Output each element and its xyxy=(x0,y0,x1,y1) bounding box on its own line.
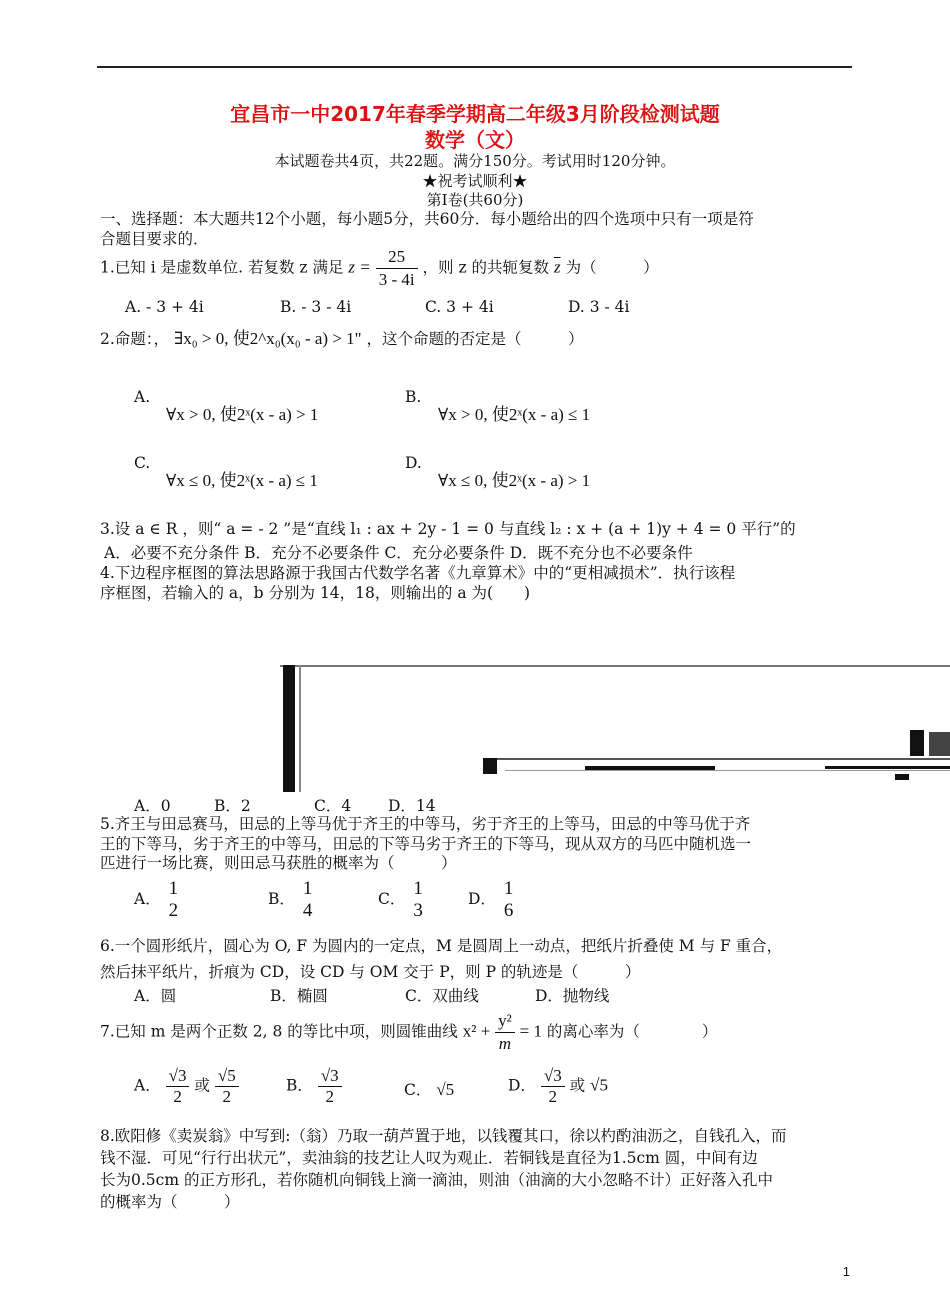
q5-option-b-fraction xyxy=(300,878,316,922)
flowchart-image xyxy=(255,660,950,800)
q7-num: y² xyxy=(495,1010,515,1033)
q5-a-num: 1 xyxy=(168,878,179,899)
question-5-line1: 5.齐王与田忌赛马，田忌的上等马优于齐王的中等马，劣于齐王的上等马，田忌的中等马优于齐 xyxy=(100,815,751,833)
q7-option-c-label: C． xyxy=(404,1081,432,1099)
q6-option-b: B．椭圆 xyxy=(270,987,328,1005)
q7-b-n: √3 xyxy=(318,1066,342,1087)
q7-option-c xyxy=(404,1078,454,1100)
q5-option-d xyxy=(468,878,516,922)
exam-title: 宜昌市一中2017年春季学期高二年级3月阶段检测试题 xyxy=(230,102,720,126)
q7-a-d2: 2 xyxy=(222,1087,232,1106)
question-8-line4: 的概率为（ ） xyxy=(100,1193,240,1211)
q7-c-value: √5 xyxy=(436,1080,455,1099)
question-5-line3: 匹进行一场比赛，则田忌马获胜的概率为（ ） xyxy=(100,854,457,872)
exam-subtitle: 数学（文） xyxy=(425,128,525,152)
q1-option-c: C. 3 + 4i xyxy=(425,298,494,316)
q4-option-a: A．0 xyxy=(134,797,171,815)
question-4-line1: 4.下边程序框图的算法思路源于我国古代数学名著《九章算术》中的“更相减损术”．执行该程 xyxy=(100,564,736,582)
q7-expr-a: x² + xyxy=(462,1021,491,1041)
q6-option-a: A．圆 xyxy=(134,987,177,1005)
section-intro-line2: 合题目要求的． xyxy=(100,230,209,248)
q7-a-d1: 2 xyxy=(173,1087,182,1106)
q5-c-den: 3 xyxy=(413,900,423,921)
q7-d-n: √3 xyxy=(541,1066,565,1087)
q5-option-a-label: A． xyxy=(134,890,161,908)
question-8-line3: 长为0.5cm 的正方形孔，若你随机向铜钱上滴一滴油，则油（油滴的大小忽略不计）正好落入孔中 xyxy=(100,1171,773,1189)
q5-option-d-label: D． xyxy=(468,890,496,908)
page-number: 1 xyxy=(842,1264,850,1279)
q5-option-c-fraction xyxy=(410,878,426,922)
q7-a-n2: √5 xyxy=(215,1066,239,1087)
q7-option-d xyxy=(508,1066,608,1107)
question-5-line2: 王的下等马，劣于齐王的中等马，田忌的下等马劣于齐王的下等马，现从双方的马匹中随机选一 xyxy=(100,835,752,853)
q1-fraction xyxy=(376,246,418,291)
q1-tail: ，则 z 的共轭复数 xyxy=(422,258,550,277)
q7-b-frac xyxy=(318,1066,342,1107)
q7-option-a xyxy=(134,1066,239,1107)
q5-option-c-label: C． xyxy=(378,890,406,908)
q2-lead: 2.命题：， xyxy=(100,330,170,348)
question-8-line1: 8.欧阳修《卖炭翁》中写到:（翁）乃取一葫芦置于地，以钱覆其口，徐以杓酌油沥之，自钱孔入，而 xyxy=(100,1127,787,1145)
q7-a-or: 或 xyxy=(194,1076,210,1095)
q6-option-d: D．抛物线 xyxy=(535,987,610,1005)
q1-z-eq: z = xyxy=(348,257,371,277)
q7-option-a-label: A． xyxy=(134,1076,161,1095)
q1-option-d: D. 3 - 4i xyxy=(568,298,630,316)
q7-option-b-label: B． xyxy=(286,1076,313,1095)
q5-option-a-fraction xyxy=(166,878,182,922)
q7-a-n1: √3 xyxy=(166,1066,190,1087)
q4-option-b: B．2 xyxy=(214,797,251,815)
q2-option-b: ∀x > 0, 使2ˣ(x - a) ≤ 1 xyxy=(438,405,591,424)
q3-options: A．必要不充分条件 B．充分不必要条件 C．充分必要条件 D．既不充分也不必要条件 xyxy=(104,544,693,562)
q2-option-a-label: A. xyxy=(134,388,151,406)
question-6-line1: 6.一个圆形纸片，圆心为 O, F 为圆内的一定点，M 是圆周上一动点，把纸片折叠使 M 与 F 重合， xyxy=(100,937,783,955)
q5-option-c xyxy=(378,878,426,922)
q7-d-tail: √5 xyxy=(590,1075,608,1095)
q2-option-a: ∀x > 0, 使2ˣ(x - a) > 1 xyxy=(166,405,319,424)
q5-option-b xyxy=(268,878,315,922)
q7-b-d: 2 xyxy=(325,1087,334,1106)
q5-option-a xyxy=(134,878,181,922)
q7-d-frac xyxy=(541,1066,565,1107)
q7-d-d: 2 xyxy=(548,1087,558,1106)
q6-option-c: C．双曲线 xyxy=(405,987,479,1005)
q7-expr-b: = 1 xyxy=(519,1021,542,1041)
q7-lead: 7.已知 m 是两个正数 2, 8 的等比中项，则圆锥曲线 xyxy=(100,1022,458,1041)
q1-numerator: 25 xyxy=(376,246,418,269)
q5-b-den: 4 xyxy=(302,900,313,921)
q1-option-b: B. - 3 - 4i xyxy=(280,298,352,316)
q5-c-num: 1 xyxy=(413,878,423,899)
q1-option-a: A. - 3 + 4i xyxy=(125,298,204,316)
q7-option-b xyxy=(286,1066,342,1107)
wish-line: ★祝考试顺利★ xyxy=(422,172,528,190)
q1-lead: 1.已知 i 是虚数单位. 若复数 z 满足 xyxy=(100,258,344,277)
q7-option-d-label: D． xyxy=(508,1076,536,1095)
q1-end: 为（ ） xyxy=(565,258,659,277)
q2-option-c-label: C. xyxy=(134,454,151,472)
q7-a-frac1 xyxy=(166,1066,190,1107)
q1-denominator: 3 - 4i xyxy=(378,270,415,289)
question-1 xyxy=(100,246,659,291)
question-7 xyxy=(100,1010,717,1055)
q7-d-or: 或 xyxy=(569,1076,586,1095)
q2-expr: ∃x₀ > 0, 使2^x₀(x₀ - a) > 1" xyxy=(173,329,362,348)
q5-a-den: 2 xyxy=(168,900,179,921)
q4-option-c: C．4 xyxy=(314,797,352,815)
q5-d-num: 1 xyxy=(503,878,514,899)
q2-option-c: ∀x ≤ 0, 使2ˣ(x - a) ≤ 1 xyxy=(166,471,318,490)
q7-den: m xyxy=(498,1034,512,1053)
top-rule xyxy=(97,66,852,68)
q7-fraction xyxy=(495,1010,515,1055)
q2-option-b-label: B. xyxy=(405,388,422,406)
q1-zbar: $\overline{z}$ xyxy=(554,257,561,277)
exam-info: 本试题卷共4页，共22题。满分150分。考试用时120分钟。 xyxy=(274,152,676,170)
q2-option-d: ∀x ≤ 0, 使2ˣ(x - a) > 1 xyxy=(438,471,591,490)
q2-option-d-label: D. xyxy=(405,454,422,472)
question-3: 3.设 a ∈ R ，则“ a = - 2 ”是“直线 l₁ : ax + 2y - 1 = 0 与直线 l₂ : x + (a + 1)y + 4 = 0 平行”的 xyxy=(100,520,796,538)
part-heading: 第Ⅰ卷(共60分) xyxy=(426,191,524,209)
question-4-line2: 序框图，若输入的 a，b 分别为 14，18，则输出的 a 为( ) xyxy=(100,584,531,602)
question-2 xyxy=(100,328,584,350)
q4-option-d: D．14 xyxy=(388,797,436,815)
question-6-line2: 然后抹平纸片，折痕为 CD，设 CD 与 OM 交于 P，则 P 的轨迹是（ ） xyxy=(100,963,641,981)
q5-d-den: 6 xyxy=(503,900,514,921)
q2-tail: ，这个命题的否定是（ ） xyxy=(366,330,584,348)
q7-a-frac2 xyxy=(215,1066,239,1107)
q5-b-num: 1 xyxy=(302,878,313,899)
q5-option-b-label: B． xyxy=(268,890,295,908)
q7-tail: 的离心率为（ ） xyxy=(546,1022,718,1041)
q5-option-d-fraction xyxy=(501,878,517,922)
section-intro-line1: 一、选择题：本大题共12个小题，每小题5分，共60分．每小题给出的四个选项中只有一项是符 xyxy=(100,210,754,228)
question-8-line2: 钱不湿．可见“行行出状元”，卖油翁的技艺让人叹为观止．若铜钱是直径为1.5cm 圆，中间有边 xyxy=(100,1149,758,1167)
